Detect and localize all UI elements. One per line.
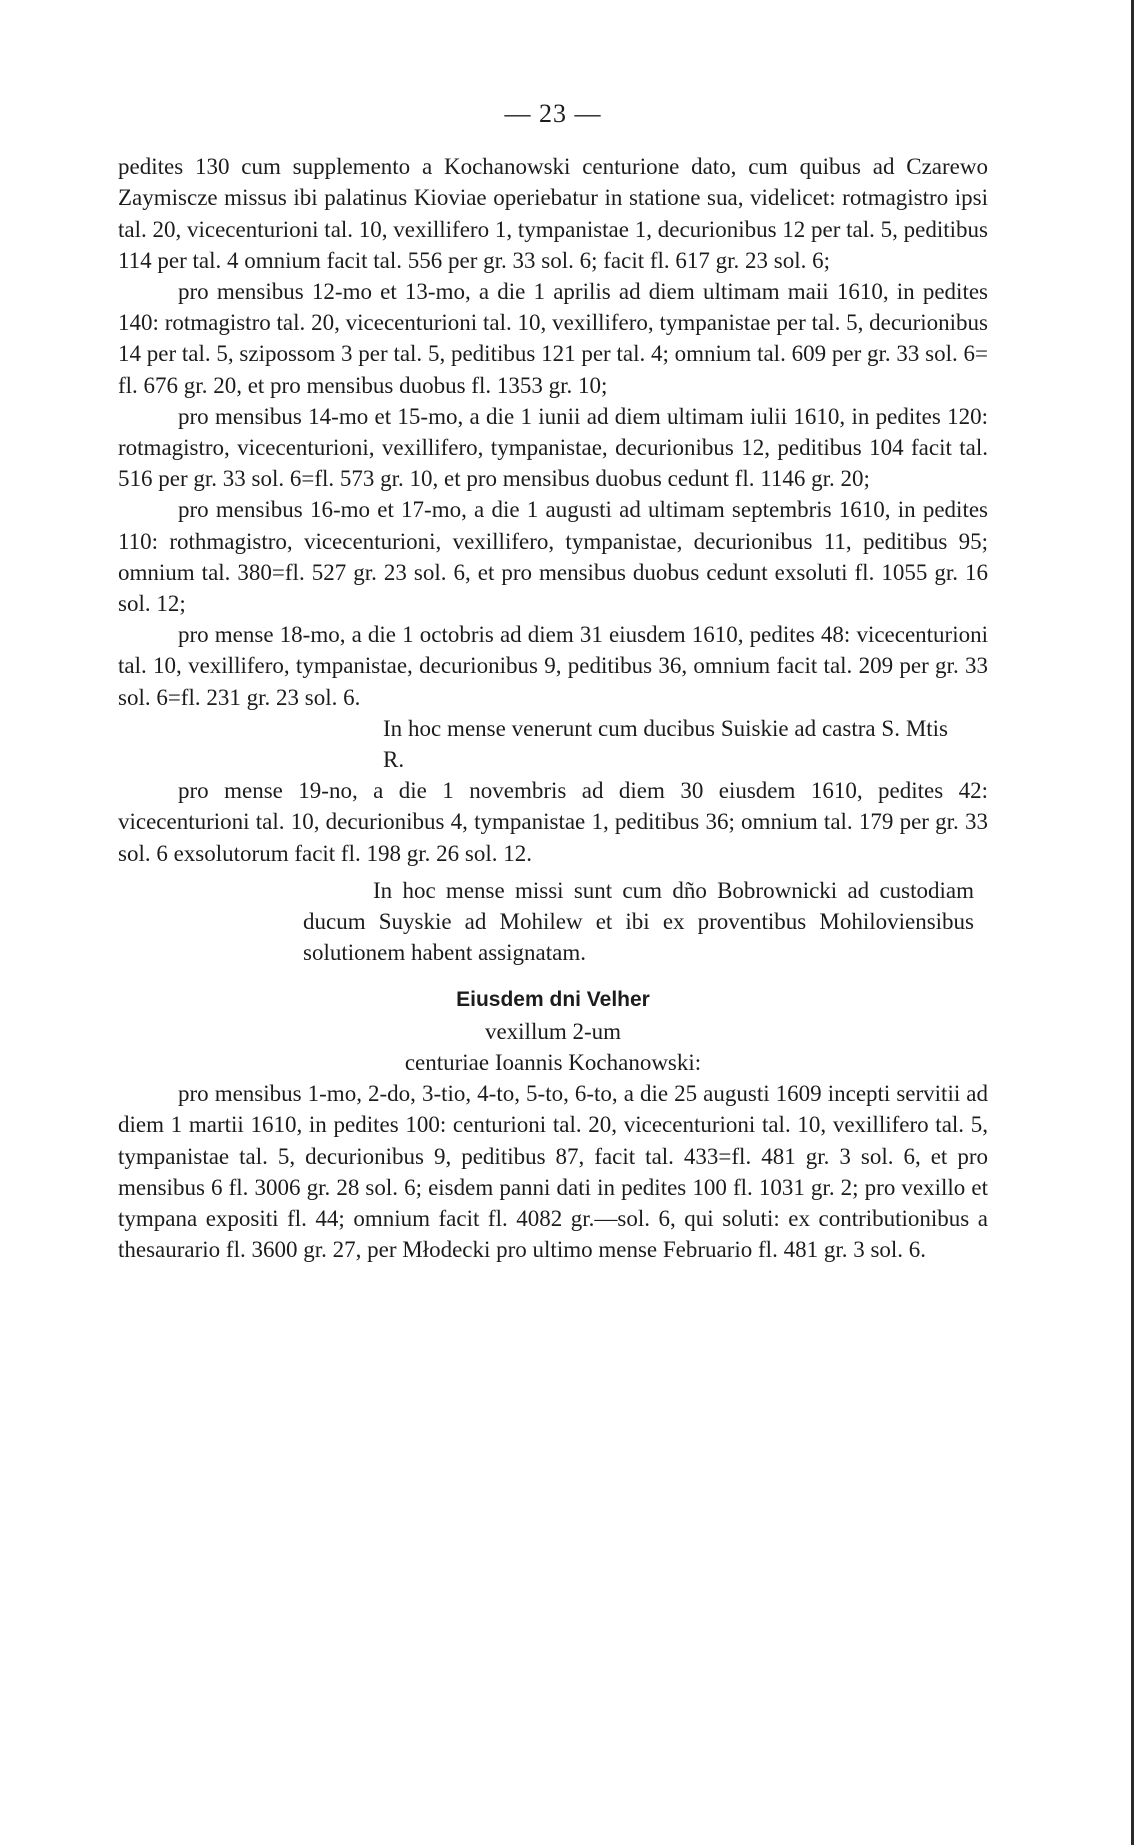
margin-note-1: In hoc mense venerunt cum ducibus Suiskie ad castra S. Mtis R. <box>383 715 948 773</box>
section-heading: Eiusdem dni Velher <box>456 988 650 1012</box>
document-page <box>118 98 988 1265</box>
paragraph-5: pro mense 18-mo, a die 1 octobris ad diem 31 eiusdem 1610, pedites 48: vicecenturioni tal. 10, vexillifero, tympanistae, decurionibus 9, peditibus 36, omnium facit tal. 209 per gr. 33 sol. 6=fl. 231 gr. 23 sol. 6. <box>118 622 988 710</box>
paragraph-7: pro mensibus 1-mo, 2-do, 3-tio, 4-to, 5-to, 6-to, a die 25 augusti 1609 incepti servitii ad diem 1 martii 1610, in pedites 100: centurioni tal. 20, vicecenturioni tal. 10, vexillifero tal. 5, tympanistae tal. 5, decurionibus 9, peditibus 87, facit tal. 433=fl. 481 gr. 3 sol. 6, et pro mensibus 6 fl. 3006 gr. 28 sol. 6; eisdem panni dati in pedites 100 fl. 1031 gr. 2; pro vexillo et tympana expositi fl. 44; omnium facit fl. 4082 gr.—sol. 6, qui soluti: ex contributionibus a thesaurario fl. 3600 gr. 27, per Młodecki pro ultimo mense Februario fl. 481 gr. 3 sol. 6. <box>118 1081 988 1263</box>
paragraph-1: pedites 130 cum supplemento a Kochanowski centurione dato, cum quibus ad Czarewo Zaymiscze missus ibi palatinus Kioviae operiebatur in statione sua, videlicet: rotmagistro ipsi tal. 20, vicecenturioni tal. 10, vexillifero 1, tympanistae 1, decurionibus 12 per tal. 5, peditibus 114 per tal. 4 omnium facit tal. 556 per gr. 33 sol. 6; facit fl. 617 gr. 23 sol. 6; <box>118 154 988 273</box>
paragraph-4: pro mensibus 16-mo et 17-mo, a die 1 augusti ad ultimam septembris 1610, in pedites 110: rothmagistro, vicecenturioni, vexillifero, tympanistae, decurionibus 11, peditibus 95; omnium tal. 380=fl. 527 gr. 23 sol. 6, et pro mensibus duobus cedunt exsoluti fl. 1055 gr. 16 sol. 12; <box>118 497 988 617</box>
section-subheading: vexillum 2-um <box>484 1018 622 1044</box>
margin-note-2: In hoc mense missi sunt cum dño Bobrownicki ad custodiam ducum Suyskie ad Mohilew et ibi ex proventibus Mohiloviensibus solutionem habent assignatam. <box>303 877 974 966</box>
paragraph-3: pro mensibus 14-mo et 15-mo, a die 1 iunii ad diem ultimam iulii 1610, in pedites 120: rotmagistro, vicecenturioni, vexillifero, tympanistae, decurionibus 12, peditibus 104 facit tal. 516 per gr. 33 sol. 6=fl. 573 gr. 10, et pro mensibus duobus cedunt fl. 1146 gr. 20; <box>118 403 988 492</box>
paragraph-2: pro mensibus 12-mo et 13-mo, a die 1 aprilis ad diem ultimam maii 1610, in pedites 140: rotmagistro tal. 20, vicecenturioni tal. 10, vexillifero, tympanistae per tal. 5, decurionibus 14 per tal. 5, szipossom 3 per tal. 5, peditibus 121 per tal. 4; omnium tal. 609 per gr. 33 sol. 6= fl. 676 gr. 20, et pro mensibus duobus fl. 1353 gr. 10; <box>118 279 988 398</box>
paragraph-6: pro mense 19-no, a die 1 novembris ad diem 30 eiusdem 1610, pedites 42: vicecenturioni tal. 10, decurionibus 4, tympanistae 1, peditibus 36; omnium tal. 179 per gr. 33 sol. 6 exsolutorum facit fl. 198 gr. 26 sol. 12. <box>118 778 988 866</box>
page-number: — 23 — <box>504 99 602 128</box>
section-caption: centuriae Ioannis Kochanowski: <box>404 1049 702 1075</box>
scan-edge-line <box>1131 0 1134 1845</box>
